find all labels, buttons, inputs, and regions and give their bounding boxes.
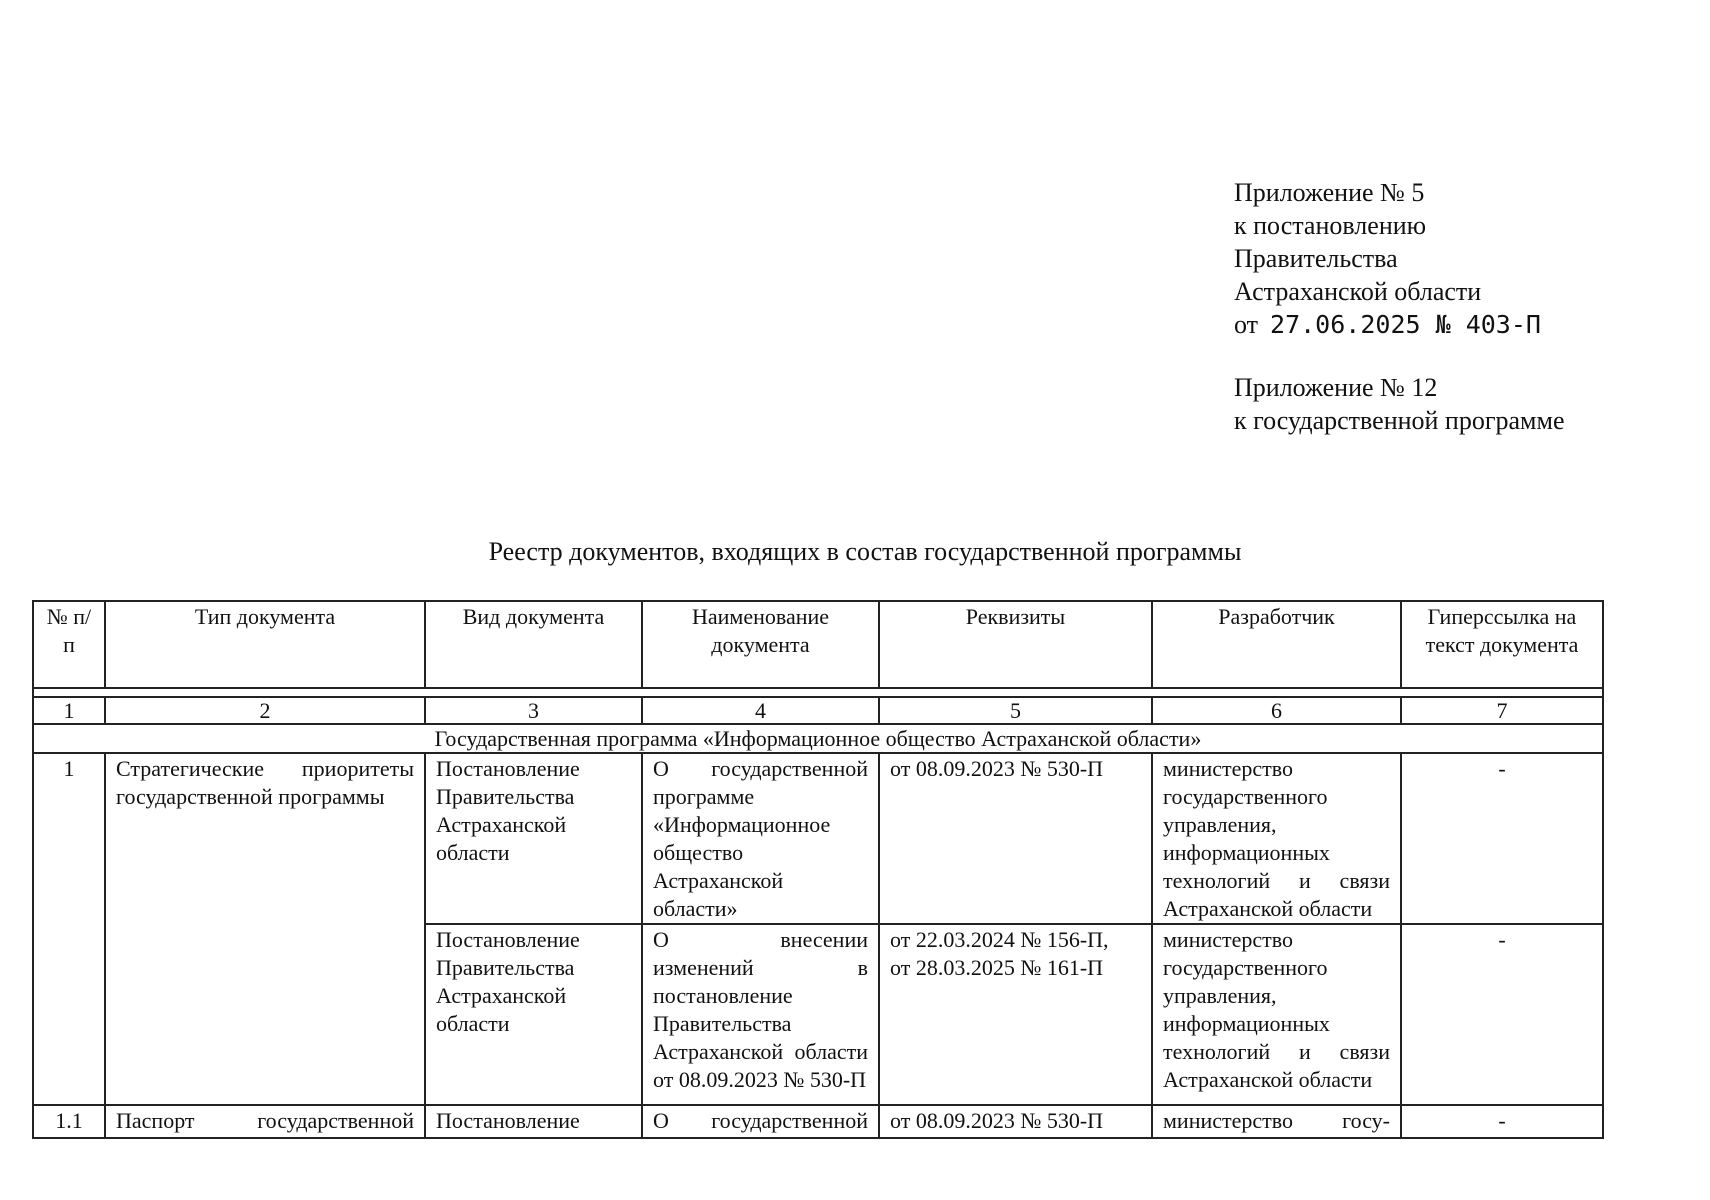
document-title: Реестр документов, входящих в состав государственной программы (488, 537, 1242, 566)
appendix-header (1234, 176, 1694, 437)
section-title: Государственная программа «Информационное общество Астраханской области» (33, 724, 1603, 753)
appendix-date-line (1234, 308, 1694, 341)
column-number: 2 (105, 697, 425, 724)
table-header-row (33, 601, 1603, 688)
document-details (879, 924, 1152, 1105)
header-cell: Гиперссылка на текст документа (1401, 601, 1603, 688)
column-number: 4 (642, 697, 879, 724)
table-row (33, 1105, 1603, 1138)
column-number-row (33, 697, 1603, 724)
row-number: 1 (33, 753, 105, 1105)
header-cell: Реквизиты (879, 601, 1152, 688)
appendix-line: Астраханской области (1234, 277, 1482, 306)
appendix-line: Правительства (1234, 244, 1398, 273)
header-cell: Разработчик (1152, 601, 1401, 688)
document-developer: министерство государственного управления, информационных технологий и связи Астраханской области (1152, 753, 1401, 924)
appendix-line: к постановлению (1234, 211, 1427, 240)
header-cell: Тип документа (105, 601, 425, 688)
header-cell: Наименование документа (642, 601, 879, 688)
document-name: О внесении изменений в постановление Правительства Астраханской области от 08.09.2023 № 530-П (642, 924, 879, 1105)
column-number: 7 (1401, 697, 1603, 724)
document-details: от 08.09.2023 № 530-П (879, 753, 1152, 924)
details-line: от 22.03.2024 № 156-П, (890, 927, 1109, 952)
registration-stamp: 27.06.2025 № 403-П (1270, 310, 1541, 339)
document-name: О государственной программе «Информационное общество Астраханской области» (642, 753, 879, 924)
document-link: - (1401, 1105, 1603, 1138)
details-line: от 28.03.2025 № 161-П (890, 955, 1104, 980)
document-registry-table (32, 600, 1604, 1139)
document-details: от 08.09.2023 № 530-П (879, 1105, 1152, 1138)
document-link: - (1401, 753, 1603, 924)
document-type: Паспорт государственной (105, 1105, 425, 1138)
document-kind: Постановление (425, 1105, 642, 1138)
appendix-line: к государственной программе (1234, 406, 1565, 435)
column-number: 3 (425, 697, 642, 724)
header-cell: № п/п (33, 601, 105, 688)
section-row (33, 724, 1603, 753)
document-kind: Постановление Правительства Астраханской области (425, 753, 642, 924)
date-prefix: от (1234, 310, 1259, 339)
column-number: 5 (879, 697, 1152, 724)
table-row (33, 753, 1603, 924)
header-cell: Вид документа (425, 601, 642, 688)
document-kind: Постановление Правительства Астраханской области (425, 924, 642, 1105)
document-developer: министерство госу- (1152, 1105, 1401, 1138)
column-number: 1 (33, 697, 105, 724)
document-link: - (1401, 924, 1603, 1105)
column-number: 6 (1152, 697, 1401, 724)
row-number: 1.1 (33, 1105, 105, 1138)
document-type: Стратегические приоритеты государственной программы (105, 753, 425, 1105)
document-name: О государственной (642, 1105, 879, 1138)
document-developer: министерство государственного управления, информационных технологий и связи Астраханской области (1152, 924, 1401, 1105)
appendix-line: Приложение № 12 (1234, 373, 1438, 402)
appendix-line: Приложение № 5 (1234, 178, 1425, 207)
